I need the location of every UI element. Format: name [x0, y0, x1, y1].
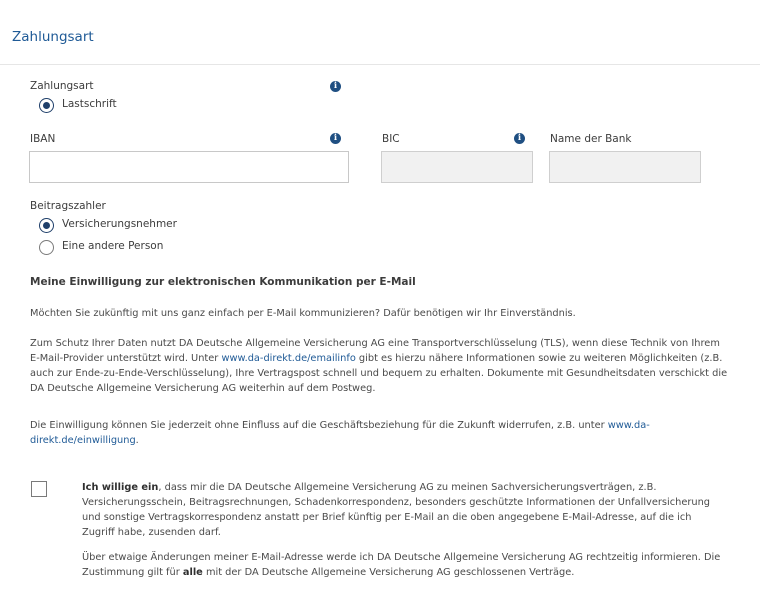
payment-label: Zahlungsart — [30, 80, 94, 92]
radio-andere-person-label: Eine andere Person — [62, 240, 164, 252]
consent-paragraph-2 — [30, 336, 730, 396]
radio-lastschrift-label: Lastschrift — [62, 98, 117, 110]
email-change-note — [82, 550, 722, 580]
iban-input[interactable] — [29, 151, 349, 183]
paragraph-text: . — [135, 435, 139, 446]
divider — [0, 64, 760, 65]
bic-label: BIC — [382, 133, 400, 145]
consent-checkbox[interactable] — [31, 481, 47, 497]
consent-checkbox-label[interactable] — [82, 480, 722, 540]
consent-paragraph-1: Möchten Sie zukünftig mit uns ganz einfach per E-Mail kommunizieren? Dafür benötigen wir Ihr Einverständnis. — [30, 308, 576, 319]
consent-text: , dass mir die DA Deutsche Allgemeine Versicherung AG zu meinen Sachversicherungsverträgen, z.B. Versicherungsschein, Beitragsrechnungen, Schadenkorrespondenz, besonders geschützte Informationen der Unfallversicherung und sonstige Vertragskorrespondenz anstatt per Brief künftig per E-Mail an die oben angegebene E-Mail-Adresse, auf die ich Zugriff habe, zusenden darf. — [82, 482, 711, 538]
paragraph-text: Zum Schutz Ihrer Daten nutzt DA Deutsche Allgemeine Versicherung AG eine Transportverschlüsselung (TLS), wenn diese Technik von Ihrem E-Mail-Provider unterstützt wird. Unter — [30, 338, 720, 364]
note-text: mit der DA Deutsche Allgemeine Versicherung AG geschlossenen Verträge. — [202, 567, 575, 578]
info-icon[interactable]: i — [330, 81, 341, 92]
consent-paragraph-3 — [30, 418, 650, 448]
info-icon[interactable]: i — [330, 133, 341, 144]
note-text: Über etwaige Änderungen meiner E-Mail-Adresse werde ich DA Deutsche Allgemeine Versicherung AG rechtzeitig informieren. Die Zustimmung gilt für — [82, 552, 721, 578]
radio-versicherungsnehmer-label: Versicherungsnehmer — [62, 218, 177, 230]
consent-bold: Ich willige ein — [82, 482, 159, 493]
radio-andere-person[interactable] — [39, 240, 54, 255]
paragraph-text: Die Einwilligung können Sie jederzeit ohne Einfluss auf die Geschäftsbeziehung für die Zukunft widerrufen, z.B. unter — [30, 420, 608, 431]
einwilligung-link[interactable]: www.da-direkt.de/einwilligung — [30, 420, 650, 446]
bic-input — [381, 151, 533, 183]
radio-versicherungsnehmer[interactable] — [39, 218, 54, 233]
payer-label: Beitragszahler — [30, 200, 106, 212]
consent-heading: Meine Einwilligung zur elektronischen Kommunikation per E-Mail — [30, 276, 416, 288]
radio-lastschrift[interactable] — [39, 98, 54, 113]
emailinfo-link[interactable]: www.da-direkt.de/emailinfo — [221, 353, 356, 364]
note-bold: alle — [182, 567, 203, 578]
iban-label: IBAN — [30, 133, 56, 145]
paragraph-text: gibt es hierzu nähere Informationen sowie zu weiteren Möglichkeiten (z.B. auch zur Ende-zu-Ende-Verschlüsselung), Ihre Vertragspost schnell und bequem zu erhalten. Dokumente mit Gesundheitsdaten verschickt die DA Deutsche Allgemeine Versicherung AG weiterhin auf dem Postweg. — [30, 353, 728, 394]
section-title: Zahlungsart — [12, 29, 94, 45]
info-icon[interactable]: i — [514, 133, 525, 144]
bank-name-input — [549, 151, 701, 183]
bank-name-label: Name der Bank — [550, 133, 632, 145]
